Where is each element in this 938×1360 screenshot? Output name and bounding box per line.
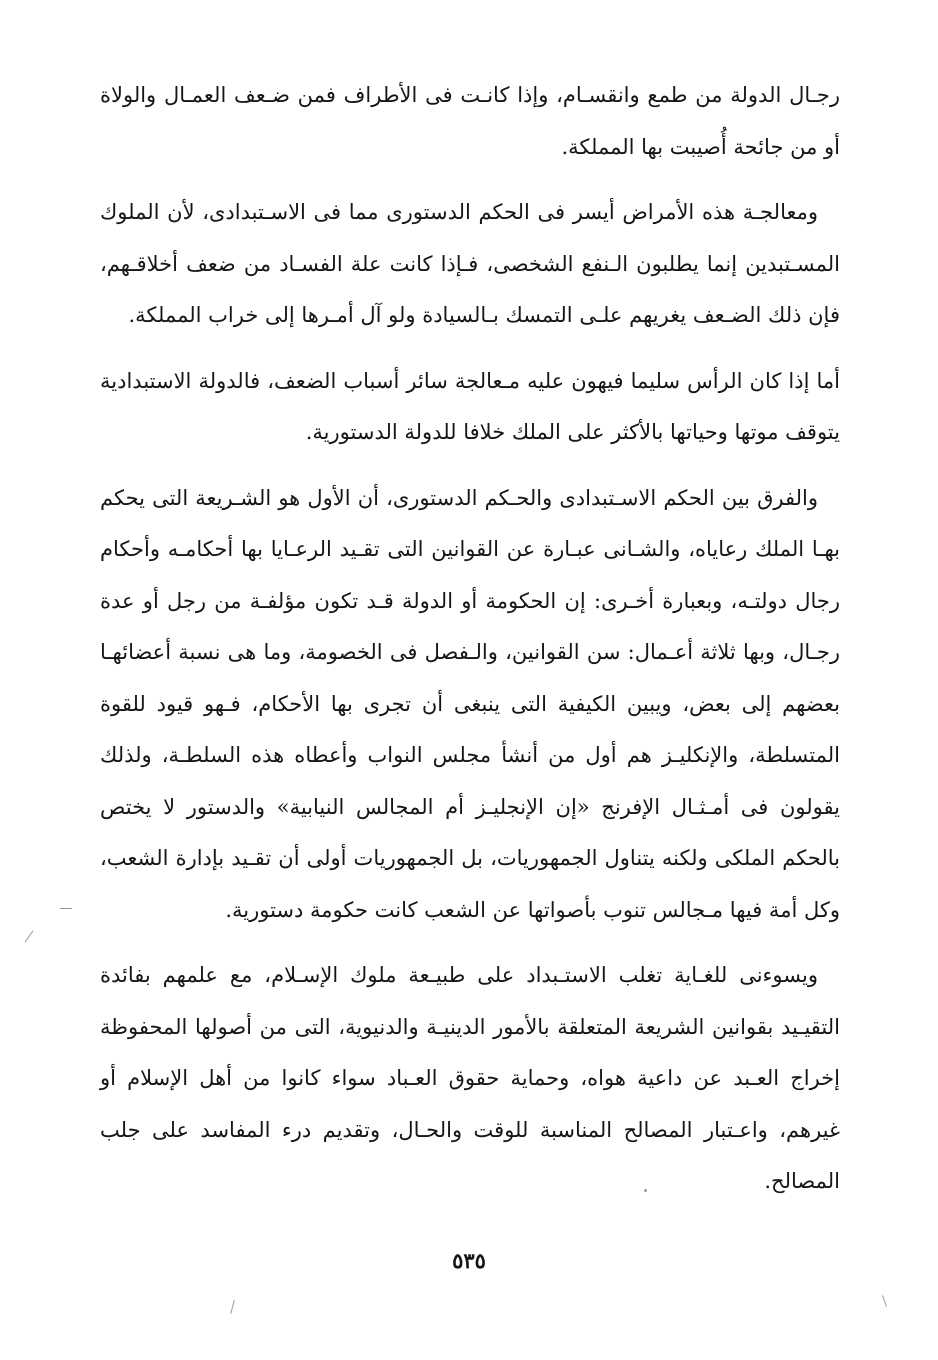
paragraph-2: ومعالجـة هذه الأمراض أيسر فى الحكم الدستورى مما فى الاسـتبدادى، لأن الملوك المسـتبدين إنما يطلبون الـنفع الشخصى، فـإذا كانت علة الفسـاد من ضعف أخلاقـهم، فإن ذلك الضـعف يغريهم علـى التمسك بـالسيادة ولو آل أمـرها إلى خراب المملكة. [100, 200, 840, 327]
scan-mark [60, 908, 72, 909]
scan-mark [230, 1300, 235, 1314]
scan-mark [25, 930, 34, 942]
page-number: ٥٣٥ [452, 1248, 486, 1273]
paragraph-4: والفرق بين الحكم الاسـتبدادى والحـكم الدستورى، أن الأول هو الشـريعة التى يحكم بهـا الملك رعاياه، والشـانى عبـارة عن القوانين التى تقـيد الرعـايا بها أحكامـه وأحكام رجال دولتـه، وبعبارة أخـرى: إن الحكومة أو الدولة قـد تكون مؤلفـة من رجل أو عدة رجـال، وبها ثلاثة أعـمال: سن القوانين، والـفصل فى الخصومة، وما هى نسبة أعضائهـا بعضهم إلى بعض، ويبين الكيفية التى ينبغى أن تجرى بها الأحكام، فـهو قيود للقوة المتسلطة، والإنكليـز هم أول من أنشأ مجلس النواب وأعطاه هذه السلطـة، ولذلك يقولون فى أمـثـال الإفرنج «إن الإنجليـز أم المجالس النيابية» والدستور لا يختص بالحكم الملكى ولكنه يتناول الجمهوريات، بل الجمهوريات أولى أن تقـيد بإدارة الشعب، وكل أمة فيها مـجالس تنوب بأصواتها عن الشعب كانت حكومة دستورية. [100, 485, 840, 922]
paragraph-5: ويسوءنى للغـاية تغلب الاستـبداد على طبيـعة ملوك الإسـلام، مع علمهم بفائدة التقيـيد بقوانين الشريعة المتعلقة بالأمور الدينيـة والدنيوية، التى من أصولها المحفوظة إخراج العـبد عن داعية هواه، وحماية حقوق العـباد سواء كانوا من أهل الإسلام أو غيرهم، واعـتبار المصالح المناسبة للوقت والحـال، وتقديم درء المفاسد على جلب المصالح. [100, 963, 840, 1193]
body-text [100, 70, 840, 1222]
paragraph-1: رجـال الدولة من طمع وانقسـام، وإذا كانـت فى الأطراف فمن ضـعف العمـال والولاة أو من جائحة أُصيبت بها المملكة. [100, 83, 840, 159]
scan-mark [882, 1295, 887, 1307]
scan-mark [644, 1189, 647, 1192]
paragraph-3: أما إذا كان الرأس سليما فيهون عليه مـعالجة سائر أسباب الضعف، فالدولة الاستبدادية يتوقف موتها وحياتها بالأكثر على الملك خلافا للدولة الدستورية. [100, 368, 840, 444]
